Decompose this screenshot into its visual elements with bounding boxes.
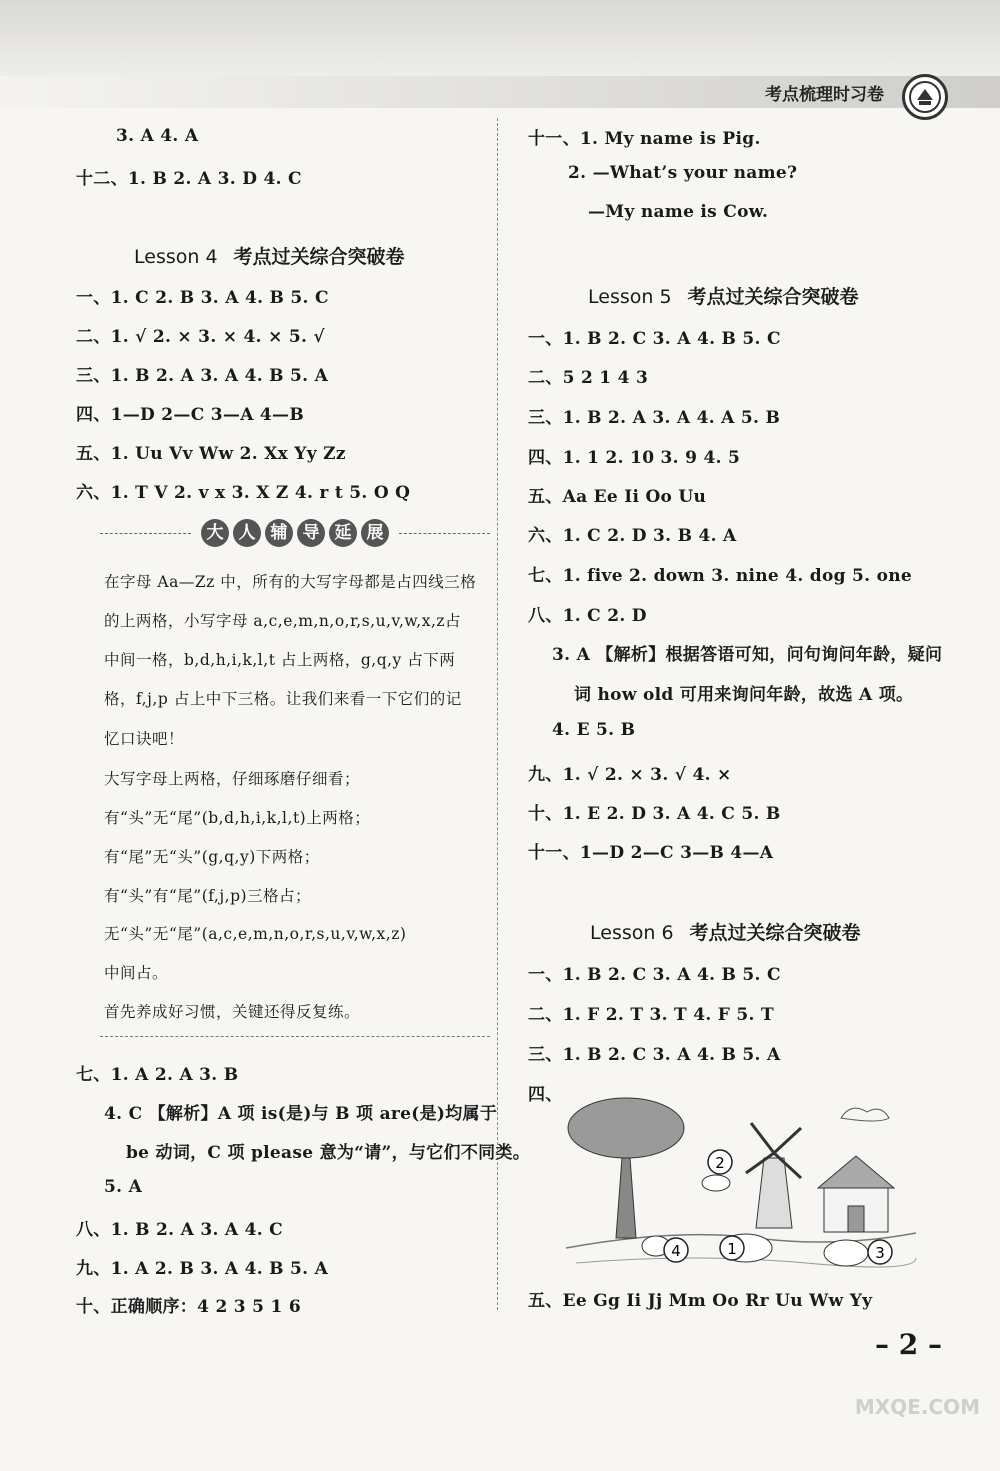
svg-text:3: 3 (875, 1244, 885, 1262)
watermark: MXQE.COM (854, 1395, 980, 1419)
tip-line: 大写字母上两格，仔细琢磨仔细看； (104, 770, 361, 788)
farm-illustration (556, 1088, 926, 1288)
tip-line: 有“头”无“尾”(b,d,h,i,k,l,t)上两格； (104, 809, 371, 827)
banner-char: 辅 (265, 519, 293, 547)
answer-line: 五、Ee Gg Ii Jj Mm Oo Rr Uu Ww Yy (528, 1291, 873, 1311)
svg-text:1: 1 (727, 1240, 737, 1258)
column-divider (497, 118, 498, 1310)
cloud-icon (841, 1108, 889, 1121)
answer-line: 二、1. F 2. T 3. T 4. F 5. T (528, 1005, 774, 1025)
answer-line: 三、1. B 2. A 3. A 4. B 5. A (76, 366, 329, 386)
tip-line: 有“头”有“尾”(f,j,p)三格占； (104, 887, 312, 905)
picture-label-1 (720, 1236, 744, 1260)
answer-line: be 动词，C 项 please 意为“请”，与它们不同类。 (126, 1143, 531, 1163)
lesson6-title-cn: 考点过关综合突破卷 (689, 922, 861, 944)
lesson4-title-cn: 考点过关综合突破卷 (233, 246, 405, 268)
answer-line: 4. C 【解析】A 项 is(是)与 B 项 are(是)均属于 (104, 1104, 498, 1124)
lesson5-title-en: Lesson 5 (588, 286, 672, 308)
tip-line: 在字母 Aa—Zz 中，所有的大写字母都是占四线三格 (104, 573, 477, 591)
answer-line: 一、1. B 2. C 3. A 4. B 5. C (528, 965, 781, 985)
picture-label-4 (664, 1238, 688, 1262)
header-title: 考点梳理时习卷 (765, 85, 884, 105)
hen-icon (702, 1175, 730, 1191)
tip-line: 格，f,j,p 占上中下三格。让我们来看一下它们的记 (104, 690, 462, 708)
answer-line: 三、1. B 2. A 3. A 4. A 5. B (528, 408, 781, 428)
answer-line: 一、1. B 2. C 3. A 4. B 5. C (528, 329, 781, 349)
answer-line: 十一、1—D 2—C 3—B 4—A (528, 843, 774, 863)
answer-line: 九、1. A 2. B 3. A 4. B 5. A (76, 1259, 329, 1279)
answer-line: 四、 (528, 1085, 563, 1105)
answer-line: 十二、1. B 2. A 3. D 4. C (76, 169, 302, 189)
lesson4-title-en: Lesson 4 (134, 246, 218, 268)
picture-label-2 (708, 1150, 732, 1174)
tip-line: 首先养成好习惯，关键还得反复练。 (104, 1003, 361, 1021)
picture-label-3 (868, 1240, 892, 1264)
windmill-icon (756, 1158, 792, 1228)
tip-line: 忆口诀吧！ (104, 730, 185, 748)
answer-line: 4. E 5. B (552, 720, 636, 740)
answer-line: 2. —What’s your name? (568, 163, 798, 183)
tip-line: 的上两格，小写字母 a,c,e,m,n,o,r,s,u,v,w,x,z占 (104, 612, 462, 630)
answer-line: 十、1. E 2. D 3. A 4. C 5. B (528, 804, 781, 824)
brand-badge-icon (902, 74, 948, 120)
tip-line: 中间一格，b,d,h,i,k,l,t 占上两格，g,q,y 占下两 (104, 651, 456, 669)
svg-text:2: 2 (715, 1154, 725, 1172)
answer-line: 八、1. B 2. A 3. A 4. C (76, 1220, 283, 1240)
answer-line: 六、1. T V 2. v x 3. X Z 4. r t 5. O Q (76, 483, 411, 503)
tips-end-rule (100, 1036, 490, 1037)
lesson4-title (134, 242, 405, 269)
answer-line: 七、1. five 2. down 3. nine 4. dog 5. one (528, 566, 913, 586)
answer-line: 十一、1. My name is Pig. (528, 129, 761, 149)
answer-line: 十、正确顺序：4 2 3 5 1 6 (76, 1297, 301, 1317)
lesson5-title-cn: 考点过关综合突破卷 (687, 286, 859, 308)
answer-line: 四、1—D 2—C 3—A 4—B (76, 405, 305, 425)
answer-line: 八、1. C 2. D (528, 606, 647, 626)
answer-line: 二、5 2 1 4 3 (528, 368, 649, 388)
tip-line: 无“头”无“尾”(a,c,e,m,n,o,r,s,u,v,w,x,z) (104, 925, 407, 943)
svg-text:4: 4 (671, 1242, 681, 1260)
house-icon (818, 1156, 894, 1188)
answer-line: 词 how old 可用来询问年龄，故选 A 项。 (574, 685, 914, 705)
banner-char: 大 (201, 519, 229, 547)
tip-line: 中间占。 (104, 964, 169, 982)
banner-char: 人 (233, 519, 261, 547)
lesson6-title (590, 918, 861, 945)
banner-char: 展 (361, 519, 389, 547)
tip-line: 有“尾”无“头”(g,q,y)下两格； (104, 848, 320, 866)
banner-char: 导 (297, 519, 325, 547)
tree-icon (616, 1158, 636, 1238)
answer-line: 二、1. √ 2. × 3. × 4. × 5. √ (76, 327, 325, 347)
answer-line: 三、1. B 2. C 3. A 4. B 5. A (528, 1045, 781, 1065)
lesson5-title (588, 282, 859, 309)
banner-char: 延 (329, 519, 357, 547)
answer-line: 3. A 4. A (116, 126, 199, 146)
answer-line: 五、Aa Ee Ii Oo Uu (528, 487, 707, 507)
tips-banner (100, 518, 490, 548)
answer-line: —My name is Cow. (588, 202, 769, 222)
page-number: – 2 – (875, 1328, 942, 1361)
lesson6-title-en: Lesson 6 (590, 922, 674, 944)
answer-line: 七、1. A 2. A 3. B (76, 1065, 239, 1085)
answer-line: 一、1. C 2. B 3. A 4. B 5. C (76, 288, 329, 308)
answer-line: 四、1. 1 2. 10 3. 9 4. 5 (528, 448, 741, 468)
answer-line: 5. A (104, 1177, 143, 1197)
answer-line: 五、1. Uu Vv Ww 2. Xx Yy Zz (76, 444, 346, 464)
answer-line: 3. A 【解析】根据答语可知，问句询问年龄，疑问 (552, 645, 943, 665)
answer-line: 九、1. √ 2. × 3. √ 4. × (528, 765, 732, 785)
answer-line: 六、1. C 2. D 3. B 4. A (528, 526, 737, 546)
pig-icon (824, 1240, 868, 1266)
